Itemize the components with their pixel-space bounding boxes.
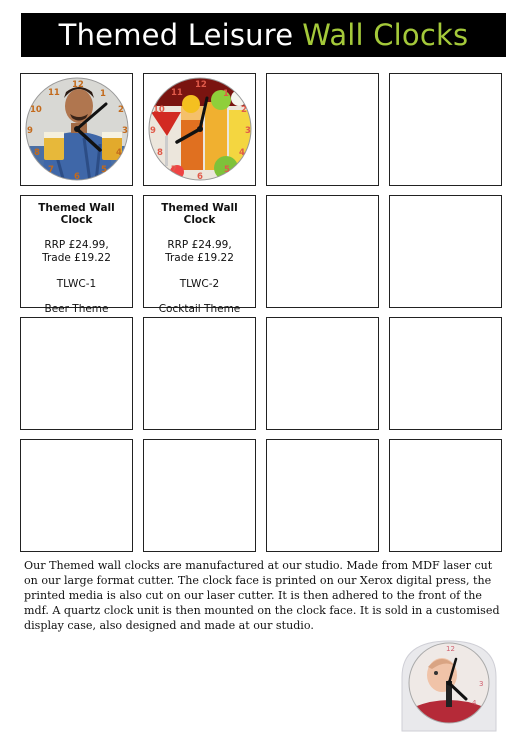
- numeral-11: 11: [48, 88, 60, 98]
- empty-cell: [266, 73, 379, 186]
- trade-price: Trade £19.22: [165, 252, 234, 264]
- numeral-5: 5: [101, 165, 107, 175]
- numeral-7: 7: [171, 165, 177, 175]
- numeral-9: 9: [150, 126, 156, 136]
- title-text-white: Themed Leisure: [58, 18, 294, 52]
- numeral-12: 12: [72, 80, 84, 90]
- numeral-4: 4: [239, 148, 245, 158]
- numeral-10: 10: [30, 105, 42, 115]
- empty-cell: [20, 439, 133, 552]
- beer-theme-clock-image: [24, 76, 130, 182]
- empty-cell: [20, 317, 133, 430]
- title-text-green: Wall Clocks: [302, 18, 469, 52]
- numeral-5: 5: [224, 165, 230, 175]
- numeral-4: 4: [116, 148, 122, 158]
- product-prices: [165, 239, 234, 265]
- product-name: Themed Wall Clock: [161, 202, 238, 226]
- numeral-12: 12: [195, 80, 207, 90]
- product-code: TLWC-1: [56, 278, 97, 290]
- product-description: Our Themed wall clocks are manufactured at our studio. Made from MDF laser cut on our large format cutter. The clock face is printed on our Xerox digital press, the printed media is also cut on our laser cutter. It is then adhered to the front of the mdf. A quartz clock unit is then mounted on the clock face. It is sold in a customised display case, also designed and made at our studio.: [24, 559, 500, 632]
- numeral-8: 8: [157, 148, 163, 158]
- empty-cell: [389, 317, 502, 430]
- numeral-10: 10: [153, 105, 165, 115]
- product-code: TLWC-2: [179, 278, 220, 290]
- numeral-6: 6: [197, 172, 203, 182]
- numeral-12: 12: [446, 645, 455, 653]
- numeral-2: 2: [241, 105, 247, 115]
- numeral-2: 2: [118, 105, 124, 115]
- empty-cell: [266, 439, 379, 552]
- trade-price: Trade £19.22: [42, 252, 111, 264]
- product-theme: Beer Theme: [44, 303, 109, 315]
- empty-cell: [389, 195, 502, 308]
- numeral-3: 3: [479, 680, 484, 688]
- product-image-cell-2: [143, 73, 256, 186]
- numeral-9: 9: [27, 126, 33, 136]
- clock-in-display-case-photo: [396, 637, 502, 735]
- numeral-3: 3: [245, 126, 251, 136]
- cocktail-theme-clock-image: [147, 76, 253, 182]
- rrp-price: RRP £24.99,: [44, 239, 109, 251]
- numeral-1: 1: [223, 89, 229, 99]
- product-prices: [42, 239, 111, 265]
- product-info-cell-2: [143, 195, 256, 315]
- product-name: Themed Wall Clock: [38, 202, 115, 226]
- numeral-1: 1: [100, 89, 106, 99]
- empty-cell: [143, 317, 256, 430]
- empty-cell: [266, 195, 379, 308]
- numeral-8: 8: [34, 148, 40, 158]
- empty-cell: [266, 317, 379, 430]
- numeral-11: 11: [171, 88, 183, 98]
- empty-cell: [389, 439, 502, 552]
- empty-cell: [143, 439, 256, 552]
- empty-cell: [389, 73, 502, 186]
- product-image-cell-1: [20, 73, 133, 186]
- product-info-cell-1: [20, 195, 133, 315]
- numeral-7: 7: [48, 165, 54, 175]
- numeral-4: 4: [472, 699, 477, 707]
- rrp-price: RRP £24.99,: [167, 239, 232, 251]
- product-theme: Cocktail Theme: [158, 303, 241, 315]
- numeral-3: 3: [122, 126, 128, 136]
- page-title-banner: [21, 13, 506, 57]
- numeral-6: 6: [74, 172, 80, 182]
